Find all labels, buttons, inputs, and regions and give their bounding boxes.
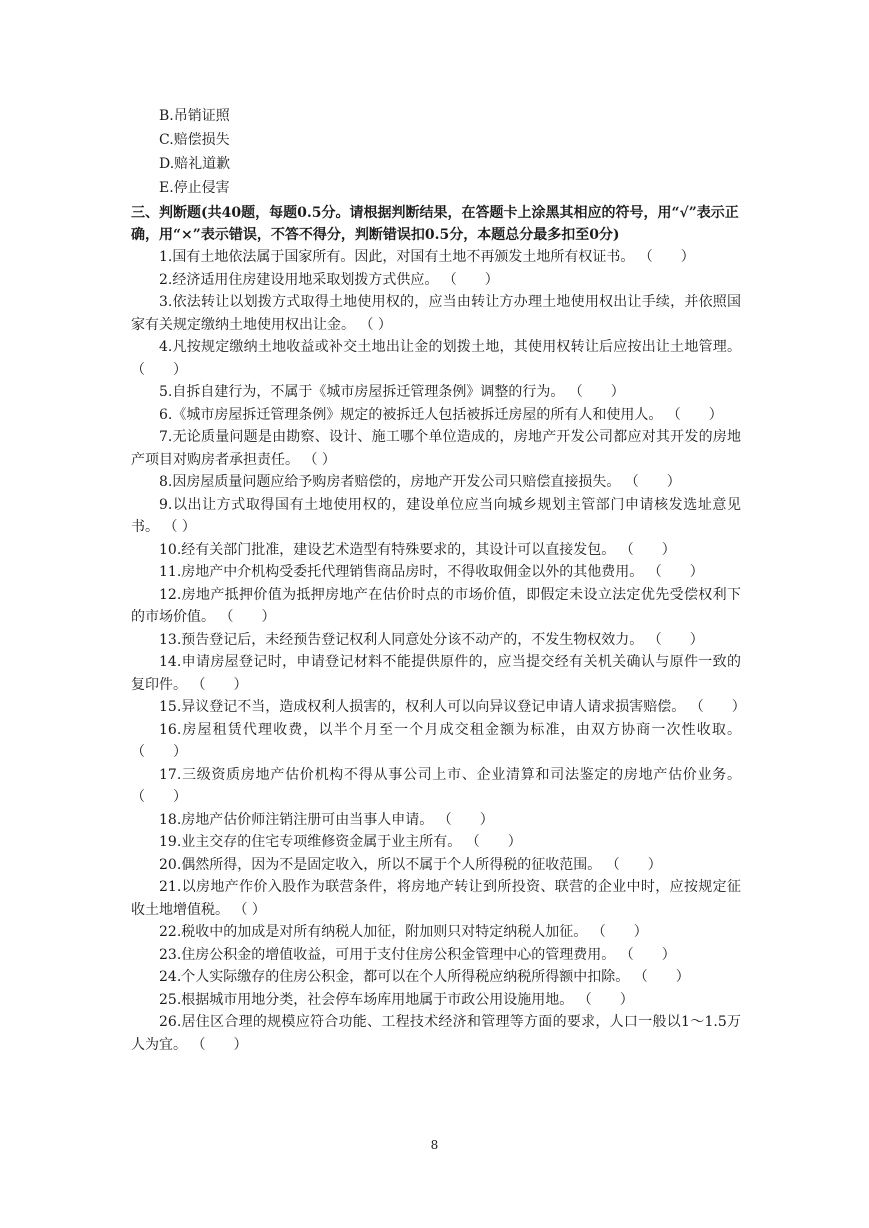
question-list [131,246,746,1056]
question-item: 7.无论质量问题是由勘察、设计、施工哪个单位造成的，房地产开发公司都应对其开发的房地产项目对购房者承担责任。 （ ） [131,429,741,468]
question-item: 15.异议登记不当，造成权利人损害的，权利人可以向异议登记申请人请求损害赔偿。 （ ） [159,699,746,715]
question-item: 17.三级资质房地产估价机构不得从事公司上市、企业清算和司法鉴定的房地产估价业务。 （ ） [131,766,741,805]
section-heading: 三、判断题(共40题，每题0.5分。请根据判断结果，在答题卡上涂黑其相应的符号，用“√”表示正确，用“×”表示错误，不答不得分，判断错误扣0.5分，本题总分最多扣至0分) [131,205,739,243]
question-item: 9.以出让方式取得国有土地使用权的，建设单位应当向城乡规划主管部门申请核发选址意见书。 （ ） [131,496,741,535]
question-item: 22.税收中的加成是对所有纳税人加征，附加则只对特定纳税人加征。 （ ） [159,924,648,940]
question-item: 14.申请房屋登记时，申请登记材料不能提供原件的，应当提交经有关机关确认与原件一致的复印件。 （ ） [131,654,741,693]
option-b: B.吊销证照 [159,108,230,124]
question-item: 21.以房地产作价入股作为联营条件，将房地产转让到所投资、联营的企业中时，应按规定征收土地增值税。 （ ） [131,879,741,918]
question-item: 20.偶然所得，因为不是固定收入，所以不属于个人所得税的征收范围。 （ ） [159,856,662,873]
question-item: 8.因房屋质量问题应给予购房者赔偿的，房地产开发公司只赔偿直接损失。 （ ） [159,474,681,490]
question-item: 4.凡按规定缴纳土地收益或补交土地出让金的划拨土地，其使用权转让后应按出让土地管理。 （ ） [131,339,741,378]
option-d: D.赔礼道歉 [159,156,231,172]
option-c: C.赔偿损失 [159,132,230,148]
option-e: E.停止侵害 [159,180,230,196]
question-item: 23.住房公积金的增值收益，可用于支付住房公积金管理中心的管理费用。 （ ） [159,946,676,963]
question-item: 26.居住区合理的规模应符合功能、工程技术经济和管理等方面的要求，人口一般以1～1.5万人为宜。 （ ） [131,1014,741,1053]
question-item: 1.国有土地依法属于国家所有。因此，对国有土地不再颁发土地所有权证书。 （ ） [159,249,695,265]
answer-options [131,104,741,200]
page-content [131,104,746,1056]
question-item: 24.个人实际缴存的住房公积金，都可以在个人所得税应纳税所得额中扣除。 （ ） [159,969,690,985]
question-item: 2.经济适用住房建设用地采取划拨方式供应。 （ ） [159,271,499,288]
question-item: 11.房地产中介机构受委托代理销售商品房时，不得收取佣金以外的其他费用。 （ ） [159,564,704,580]
question-item: 5.自拆自建行为，不属于《城市房屋拆迁管理条例》调整的行为。 （ ） [159,384,625,400]
question-item: 16.房屋租赁代理收费，以半个月至一个月成交租金额为标准，由双方协商一次性收取。 （ ） [131,721,741,760]
question-item: 10.经有关部门批准，建设艺术造型有特殊要求的，其设计可以直接发包。 （ ） [159,541,676,558]
question-item: 6.《城市房屋拆迁管理条例》规定的被拆迁人包括被拆迁房屋的所有人和使用人。 （ ） [159,406,723,423]
question-item: 25.根据城市用地分类，社会停车场库用地属于市政公用设施用地。 （ ） [159,991,634,1008]
question-item: 12.房地产抵押价值为抵押房地产在估价时点的市场价值，即假定未设立法定优先受偿权利下的市场价值。 （ ） [131,586,741,625]
question-item: 19.业主交存的住宅专项维修资金属于业主所有。 （ ） [159,834,522,850]
question-item: 18.房地产估价师注销注册可由当事人申请。 （ ） [159,811,494,828]
question-item: 3.依法转让以划拨方式取得土地使用权的，应当由转让方办理土地使用权出让手续，并依照国家有关规定缴纳土地使用权出让金。 （ ） [131,294,741,333]
question-item: 13.预告登记后，未经预告登记权利人同意处分该不动产的，不发生物权效力。 （ ） [159,631,704,648]
page-number: 8 [430,1138,439,1152]
